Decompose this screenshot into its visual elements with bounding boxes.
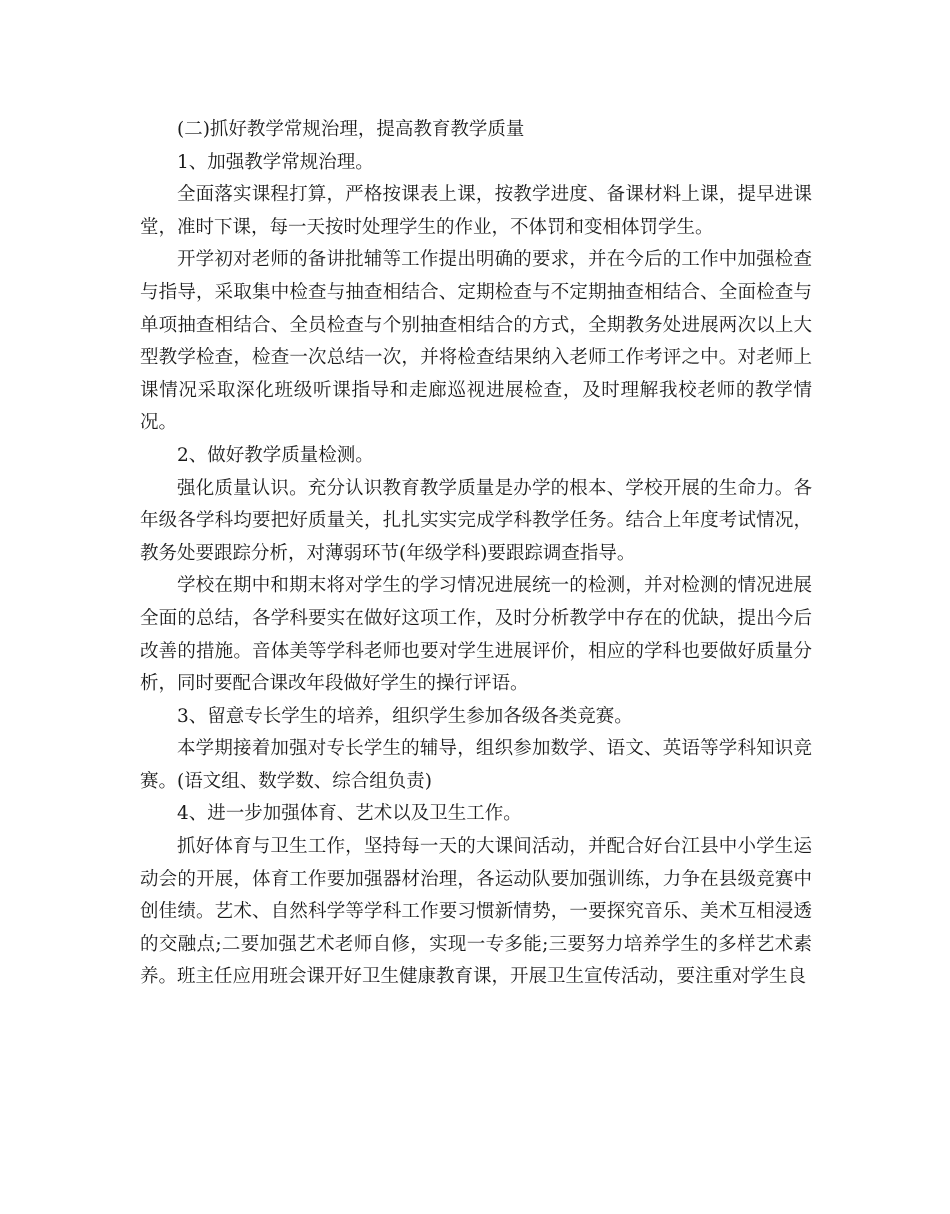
subheading-3: 3、留意专长学生的培养，组织学生参加各级各类竞赛。 xyxy=(177,705,633,727)
section-heading: (二)抓好教学常规治理，提高教育教学质量 xyxy=(177,119,525,140)
document-page xyxy=(140,114,812,994)
paragraph-5: 本学期接着加强对专长学生的辅导，组织参加数学、语文、英语等学科知识竞赛。(语文组、数学数、综合组负责) xyxy=(140,738,812,792)
subheading-4: 4、进一步加强体育、艺术以及卫生工作。 xyxy=(177,803,522,825)
subheading-2: 2、做好教学质量检测。 xyxy=(177,444,374,466)
subheading-1: 1、加强教学常规治理。 xyxy=(177,151,374,173)
paragraph-1: 全面落实课程打算，严格按课表上课，按教学进度、备课材料上课，提早进课堂，准时下课，每一天按时处理学生的作业，不体罚和变相体罚学生。 xyxy=(140,184,812,238)
paragraph-4: 学校在期中和期末将对学生的学习情况进展统一的检测，并对检测的情况进展全面的总结，各学科要实在做好这项工作，及时分析教学中存在的优缺，提出今后改善的措施。音体美等学科老师也要对学生进展评价，相应的学科也要做好质量分析，同时要配合课改年段做好学生的操行评语。 xyxy=(140,575,812,695)
paragraph-6: 抓好体育与卫生工作，坚持每一天的大课间活动，并配合好台江县中小学生运动会的开展，体育工作要加强器材治理，各运动队要加强训练，力争在县级竞赛中创佳绩。艺术、自然科学等学科工作要习惯新情势，一要探究音乐、美术互相浸透的交融点;二要加强艺术老师自修，实现一专多能;三要努力培养学生的多样艺术素养。班主任应用班会课开好卫生健康教育课，开展卫生宣传活动，要注重对学生良 xyxy=(140,836,812,988)
paragraph-2: 开学初对老师的备讲批辅等工作提出明确的要求，并在今后的工作中加强检查与指导，采取集中检查与抽查相结合、定期检查与不定期抽查相结合、全面检查与单项抽查相结合、全员检查与个别抽查相结合的方式，全期教务处进展两次以上大型教学检查，检查一次总结一次，并将检查结果纳入老师工作考评之中。对老师上课情况采取深化班级听课指导和走廊巡视进展检查，及时理解我校老师的教学情况。 xyxy=(140,249,812,434)
paragraph-3: 强化质量认识。充分认识教育教学质量是办学的根本、学校开展的生命力。各年级各学科均要把好质量关，扎扎实实完成学科教学任务。结合上年度考试情况，教务处要跟踪分析，对薄弱环节(年级学科)要跟踪调查指导。 xyxy=(140,477,812,564)
